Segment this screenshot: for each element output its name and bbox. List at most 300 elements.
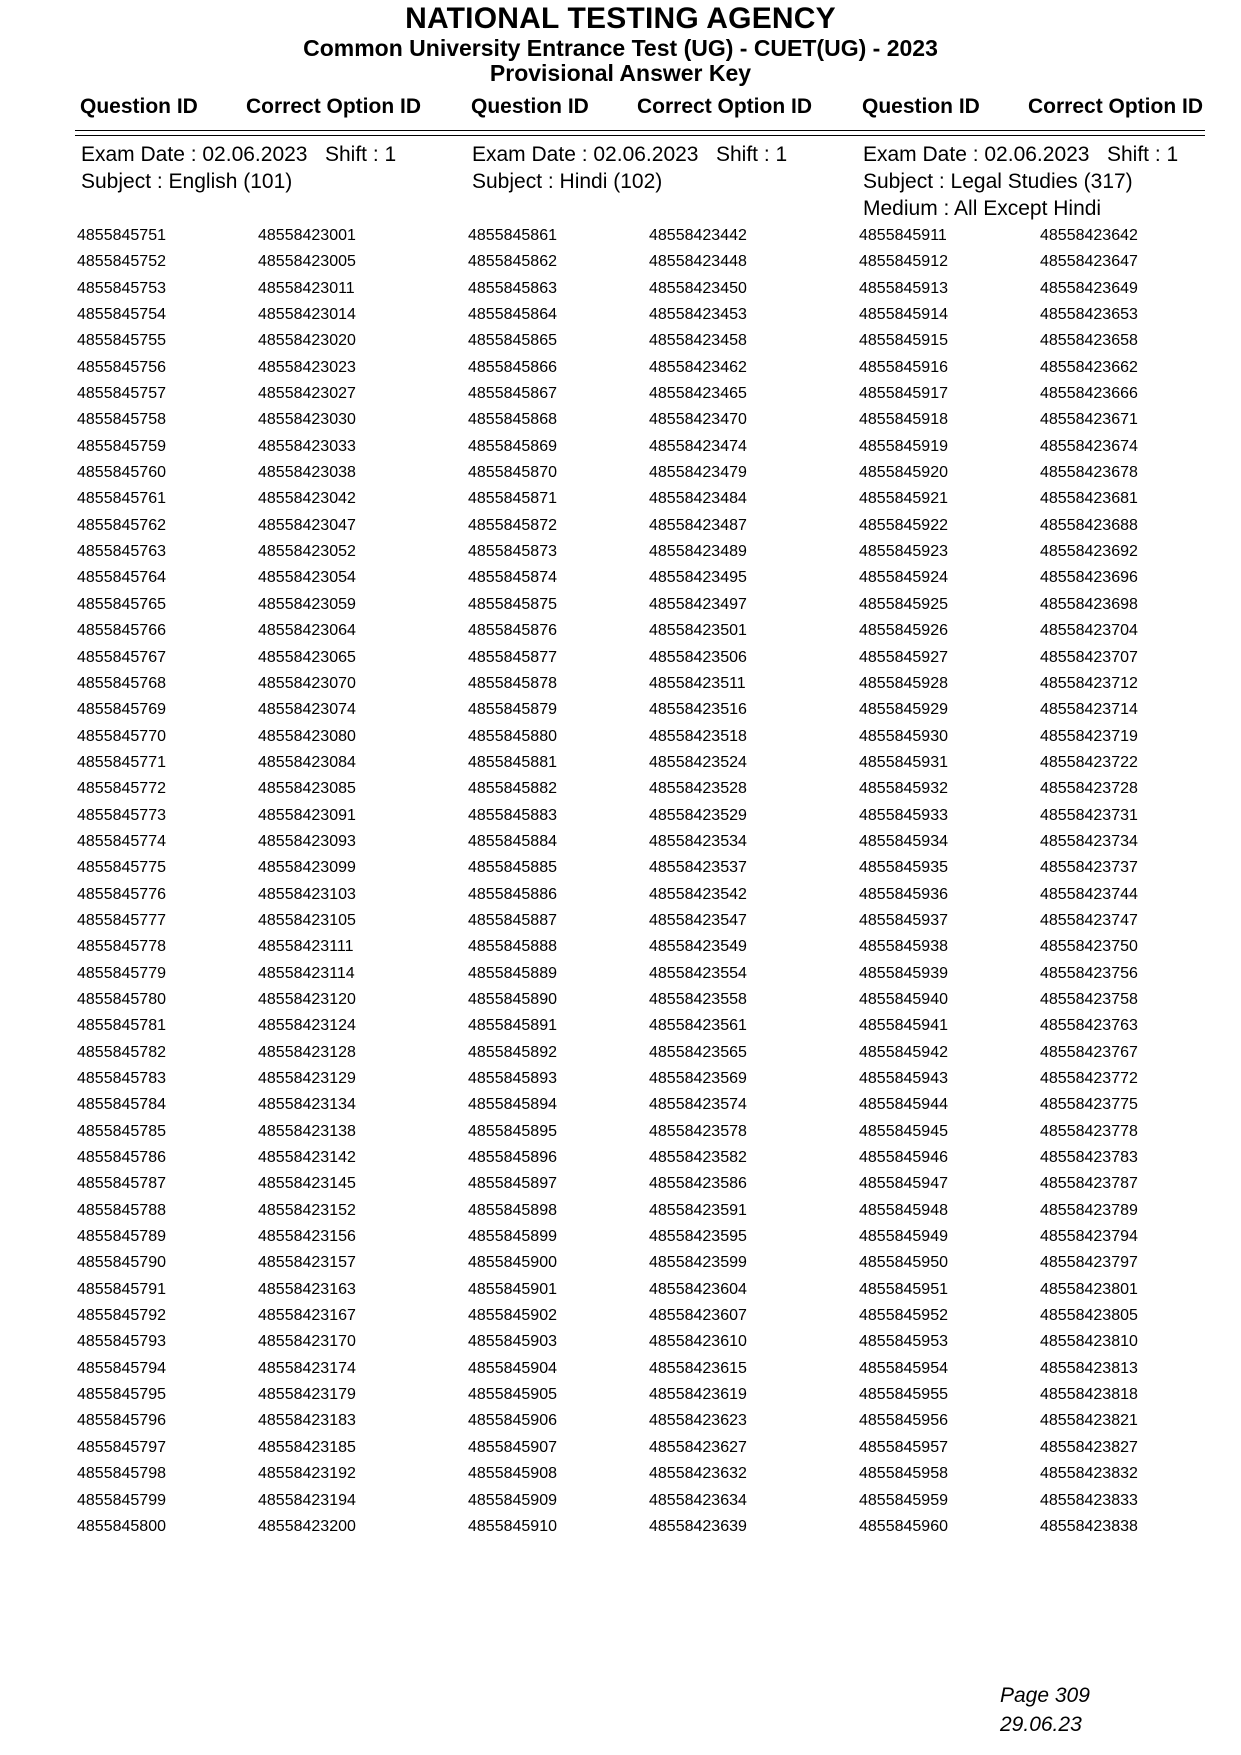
table-row — [0, 1277, 1241, 1303]
correct-option-id: 48558423639 — [649, 1517, 747, 1535]
question-id: 4855845917 — [859, 385, 948, 403]
correct-option-id: 48558423495 — [649, 569, 747, 587]
question-id: 4855845898 — [468, 1201, 557, 1219]
table-row — [0, 803, 1241, 829]
question-id: 4855845936 — [859, 885, 948, 903]
section-info-legal-studies — [863, 141, 1178, 222]
correct-option-id: 48558423142 — [258, 1149, 356, 1167]
question-id: 4855845943 — [859, 1070, 948, 1087]
question-id: 4855845933 — [859, 806, 948, 824]
question-id: 4855845793 — [77, 1333, 166, 1351]
question-id: 4855845875 — [468, 595, 557, 613]
question-id: 4855845941 — [859, 1017, 948, 1035]
question-id: 4855845895 — [468, 1122, 557, 1140]
correct-option-id: 48558423558 — [649, 990, 747, 1008]
question-id: 4855845904 — [468, 1359, 557, 1377]
question-id: 4855845785 — [77, 1122, 166, 1140]
print-date: 29.06.23 — [1000, 1713, 1082, 1736]
correct-option-id: 48558423734 — [1040, 832, 1138, 850]
table-row — [0, 1514, 1241, 1540]
question-id: 4855845899 — [468, 1228, 557, 1246]
table-row — [0, 618, 1241, 644]
question-id: 4855845886 — [468, 885, 557, 903]
correct-option-id: 48558423619 — [649, 1386, 747, 1404]
question-id: 4855845937 — [859, 911, 948, 929]
column-headers — [0, 95, 1241, 125]
correct-option-id: 48558423653 — [1040, 306, 1138, 324]
correct-option-id: 48558423696 — [1040, 569, 1138, 587]
correct-option-id: 48558423649 — [1040, 279, 1138, 297]
correct-option-id: 48558423489 — [649, 543, 747, 561]
question-id: 4855845763 — [77, 543, 166, 561]
question-id: 4855845780 — [77, 990, 166, 1008]
correct-option-id: 48558423027 — [258, 385, 356, 403]
question-id: 4855845911 — [859, 227, 947, 244]
question-id: 4855845760 — [77, 464, 166, 482]
correct-option-id: 48558423712 — [1040, 674, 1138, 692]
correct-option-id: 48558423023 — [258, 358, 356, 376]
question-id: 4855845881 — [468, 753, 557, 771]
question-id: 4855845957 — [859, 1438, 948, 1456]
correct-option-id: 48558423524 — [649, 753, 747, 771]
question-id: 4855845872 — [468, 516, 557, 534]
header-divider — [75, 130, 1205, 131]
correct-option-id: 48558423778 — [1040, 1122, 1138, 1140]
question-id: 4855845783 — [77, 1070, 166, 1087]
question-id: 4855845866 — [468, 358, 557, 376]
question-id: 4855845779 — [77, 964, 166, 982]
correct-option-id: 48558423681 — [1040, 490, 1138, 508]
correct-option-id: 48558423529 — [649, 806, 747, 824]
correct-option-id: 48558423610 — [649, 1333, 747, 1351]
correct-option-id: 48558423479 — [649, 464, 747, 482]
question-id: 4855845929 — [859, 701, 948, 719]
correct-option-id: 48558423599 — [649, 1254, 747, 1272]
question-id: 4855845774 — [77, 832, 166, 850]
question-id: 4855845782 — [77, 1043, 166, 1061]
question-id: 4855845940 — [859, 990, 948, 1008]
question-id: 4855845928 — [859, 674, 948, 692]
section-info-english — [81, 141, 396, 195]
correct-option-id: 48558423731 — [1040, 806, 1138, 824]
exam-shift: Shift : 1 — [1107, 143, 1179, 166]
correct-option-id: 48558423453 — [649, 306, 747, 324]
correct-option-id: 48558423750 — [1040, 938, 1138, 956]
correct-option-id: 48558423047 — [258, 516, 356, 534]
correct-option-id: 48558423484 — [649, 490, 747, 508]
question-id: 4855845787 — [77, 1175, 166, 1193]
answer-key-title: Provisional Answer Key — [489, 60, 752, 86]
question-id: 4855845797 — [77, 1438, 166, 1456]
correct-option-id: 48558423838 — [1040, 1517, 1138, 1535]
question-id: 4855845870 — [468, 464, 557, 482]
correct-option-id: 48558423827 — [1040, 1438, 1138, 1456]
question-id: 4855845865 — [468, 332, 557, 350]
question-id: 4855845939 — [859, 964, 948, 982]
question-id: 4855845766 — [77, 622, 166, 640]
table-row — [0, 1303, 1241, 1329]
question-id: 4855845756 — [77, 358, 166, 376]
question-id: 4855845953 — [859, 1333, 948, 1351]
correct-option-id: 48558423549 — [649, 938, 747, 956]
question-id: 4855845873 — [468, 543, 557, 561]
correct-option-id: 48558423582 — [649, 1149, 747, 1167]
table-row — [0, 1040, 1241, 1066]
table-row — [0, 829, 1241, 855]
question-id: 4855845794 — [77, 1359, 166, 1377]
correct-option-id: 48558423124 — [258, 1017, 356, 1035]
correct-option-id: 48558423775 — [1040, 1096, 1138, 1114]
correct-option-id: 48558423688 — [1040, 516, 1138, 534]
exam-medium: Medium : All Except Hindi — [863, 197, 1102, 220]
correct-option-id: 48558423005 — [258, 253, 356, 271]
table-row — [0, 987, 1241, 1013]
correct-option-id: 48558423157 — [258, 1254, 356, 1272]
correct-option-id: 48558423052 — [258, 543, 356, 561]
correct-option-id: 48558423462 — [649, 358, 747, 376]
correct-option-id: 48558423767 — [1040, 1043, 1138, 1061]
correct-option-id: 48558423719 — [1040, 727, 1138, 745]
correct-option-id: 48558423014 — [258, 306, 356, 324]
question-id: 4855845913 — [859, 279, 948, 297]
correct-option-id: 48558423120 — [258, 990, 356, 1008]
question-id: 4855845900 — [468, 1254, 557, 1272]
correct-option-id: 48558423167 — [258, 1307, 356, 1325]
correct-option-id: 48558423194 — [258, 1491, 356, 1509]
correct-option-id: 48558423442 — [649, 227, 747, 244]
question-id: 4855845880 — [468, 727, 557, 745]
question-id: 4855845888 — [468, 938, 557, 956]
correct-option-id: 48558423020 — [258, 332, 356, 350]
correct-option-id: 48558423506 — [649, 648, 747, 666]
question-id: 4855845910 — [468, 1517, 557, 1535]
question-id: 4855845882 — [468, 780, 557, 798]
correct-option-id: 48558423783 — [1040, 1149, 1138, 1167]
correct-option-id: 48558423666 — [1040, 385, 1138, 403]
table-row — [0, 776, 1241, 802]
table-row — [0, 1013, 1241, 1039]
question-id: 4855845867 — [468, 385, 557, 403]
correct-option-id: 48558423138 — [258, 1122, 356, 1140]
question-id: 4855845778 — [77, 938, 166, 956]
correct-option-id: 48558423470 — [649, 411, 747, 429]
question-id: 4855845885 — [468, 859, 557, 877]
correct-option-id: 48558423001 — [258, 227, 356, 244]
question-id: 4855845923 — [859, 543, 948, 561]
correct-option-id: 48558423728 — [1040, 780, 1138, 798]
table-row — [0, 276, 1241, 302]
table-row — [0, 407, 1241, 433]
correct-option-id: 48558423832 — [1040, 1465, 1138, 1483]
question-id: 4855845948 — [859, 1201, 948, 1219]
table-row — [0, 460, 1241, 486]
question-id: 4855845959 — [859, 1491, 948, 1509]
question-id: 4855845909 — [468, 1491, 557, 1509]
column-header: Question ID — [80, 95, 198, 118]
question-id: 4855845919 — [859, 437, 948, 455]
correct-option-id: 48558423763 — [1040, 1017, 1138, 1035]
correct-option-id: 48558423085 — [258, 780, 356, 798]
correct-option-id: 48558423607 — [649, 1307, 747, 1325]
table-row — [0, 434, 1241, 460]
correct-option-id: 48558423737 — [1040, 859, 1138, 877]
column-header: Correct Option ID — [246, 95, 422, 118]
question-id: 4855845768 — [77, 674, 166, 692]
correct-option-id: 48558423163 — [258, 1280, 356, 1298]
table-row — [0, 486, 1241, 512]
question-id: 4855845789 — [77, 1228, 166, 1246]
question-id: 4855845798 — [77, 1465, 166, 1483]
question-id: 4855845914 — [859, 306, 948, 324]
question-id: 4855845892 — [468, 1043, 557, 1061]
correct-option-id: 48558423200 — [258, 1517, 356, 1535]
question-id: 4855845903 — [468, 1333, 557, 1351]
correct-option-id: 48558423111 — [258, 938, 354, 956]
question-id: 4855845861 — [468, 227, 557, 244]
correct-option-id: 48558423528 — [649, 780, 747, 798]
correct-option-id: 48558423038 — [258, 464, 356, 482]
question-id: 4855845754 — [77, 306, 166, 324]
correct-option-id: 48558423030 — [258, 411, 356, 429]
question-id: 4855845771 — [77, 753, 166, 771]
correct-option-id: 48558423674 — [1040, 437, 1138, 455]
question-id: 4855845775 — [77, 859, 166, 877]
question-id: 4855845925 — [859, 595, 948, 613]
question-id: 4855845878 — [468, 674, 557, 692]
question-id: 4855845864 — [468, 306, 557, 324]
question-id: 4855845863 — [468, 279, 557, 297]
exam-date: Exam Date : 02.06.2023 — [472, 143, 699, 166]
table-row — [0, 223, 1241, 249]
correct-option-id: 48558423542 — [649, 885, 747, 903]
correct-option-id: 48558423569 — [649, 1070, 747, 1087]
table-row — [0, 724, 1241, 750]
correct-option-id: 48558423586 — [649, 1175, 747, 1193]
correct-option-id: 48558423565 — [649, 1043, 747, 1061]
correct-option-id: 48558423698 — [1040, 595, 1138, 613]
question-id: 4855845868 — [468, 411, 557, 429]
question-id: 4855845938 — [859, 938, 948, 956]
correct-option-id: 48558423623 — [649, 1412, 747, 1430]
question-id: 4855845952 — [859, 1307, 948, 1325]
question-id: 4855845795 — [77, 1386, 166, 1404]
question-id: 4855845799 — [77, 1491, 166, 1509]
question-id: 4855845926 — [859, 622, 948, 640]
exam-subject: Subject : Legal Studies (317) — [863, 170, 1133, 193]
table-row — [0, 882, 1241, 908]
correct-option-id: 48558423080 — [258, 727, 356, 745]
question-id: 4855845786 — [77, 1149, 166, 1167]
question-id: 4855845922 — [859, 516, 948, 534]
question-id: 4855845871 — [468, 490, 557, 508]
correct-option-id: 48558423185 — [258, 1438, 356, 1456]
header-divider — [75, 135, 1205, 136]
correct-option-id: 48558423105 — [258, 911, 356, 929]
question-id: 4855845784 — [77, 1096, 166, 1114]
table-row — [0, 1092, 1241, 1118]
correct-option-id: 48558423093 — [258, 832, 356, 850]
table-row — [0, 645, 1241, 671]
correct-option-id: 48558423103 — [258, 885, 356, 903]
table-row — [0, 592, 1241, 618]
correct-option-id: 48558423042 — [258, 490, 356, 508]
question-id: 4855845942 — [859, 1043, 948, 1061]
correct-option-id: 48558423011 — [258, 279, 355, 297]
exam-subject: Subject : English (101) — [81, 170, 293, 193]
question-id: 4855845924 — [859, 569, 948, 587]
question-id: 4855845800 — [77, 1517, 166, 1535]
question-id: 4855845891 — [468, 1017, 557, 1035]
correct-option-id: 48558423448 — [649, 253, 747, 271]
question-id: 4855845896 — [468, 1149, 557, 1167]
question-id: 4855845915 — [859, 332, 948, 350]
correct-option-id: 48558423627 — [649, 1438, 747, 1456]
correct-option-id: 48558423787 — [1040, 1175, 1138, 1193]
correct-option-id: 48558423707 — [1040, 648, 1138, 666]
correct-option-id: 48558423758 — [1040, 990, 1138, 1008]
table-row — [0, 961, 1241, 987]
table-row — [0, 328, 1241, 354]
question-id: 4855845935 — [859, 859, 948, 877]
correct-option-id: 48558423487 — [649, 516, 747, 534]
correct-option-id: 48558423704 — [1040, 622, 1138, 640]
table-row — [0, 1408, 1241, 1434]
correct-option-id: 48558423516 — [649, 701, 747, 719]
correct-option-id: 48558423554 — [649, 964, 747, 982]
question-id: 4855845776 — [77, 885, 166, 903]
exam-subject: Subject : Hindi (102) — [472, 170, 663, 193]
column-header: Question ID — [471, 95, 589, 118]
table-row — [0, 1382, 1241, 1408]
column-header: Correct Option ID — [637, 95, 813, 118]
question-id: 4855845906 — [468, 1412, 557, 1430]
question-id: 4855845946 — [859, 1149, 948, 1167]
correct-option-id: 48558423604 — [649, 1280, 747, 1298]
question-id: 4855845792 — [77, 1307, 166, 1325]
correct-option-id: 48558423813 — [1040, 1359, 1138, 1377]
correct-option-id: 48558423756 — [1040, 964, 1138, 982]
correct-option-id: 48558423794 — [1040, 1228, 1138, 1246]
question-id: 4855845762 — [77, 516, 166, 534]
exam-date: Exam Date : 02.06.2023 — [863, 143, 1090, 166]
question-id: 4855845777 — [77, 911, 166, 929]
correct-option-id: 48558423033 — [258, 437, 356, 455]
question-id: 4855845950 — [859, 1254, 948, 1272]
correct-option-id: 48558423114 — [258, 964, 355, 982]
correct-option-id: 48558423152 — [258, 1201, 356, 1219]
question-id: 4855845877 — [468, 648, 557, 666]
correct-option-id: 48558423642 — [1040, 227, 1138, 244]
question-id: 4855845958 — [859, 1465, 948, 1483]
question-id: 4855845954 — [859, 1359, 948, 1377]
question-id: 4855845901 — [468, 1280, 557, 1298]
correct-option-id: 48558423084 — [258, 753, 356, 771]
question-id: 4855845765 — [77, 595, 166, 613]
table-row — [0, 355, 1241, 381]
correct-option-id: 48558423192 — [258, 1465, 356, 1483]
correct-option-id: 48558423534 — [649, 832, 747, 850]
correct-option-id: 48558423821 — [1040, 1412, 1138, 1430]
question-id: 4855845907 — [468, 1438, 557, 1456]
correct-option-id: 48558423070 — [258, 674, 356, 692]
question-id: 4855845752 — [77, 253, 166, 271]
correct-option-id: 48558423501 — [649, 622, 747, 640]
correct-option-id: 48558423805 — [1040, 1307, 1138, 1325]
question-id: 4855845869 — [468, 437, 557, 455]
table-row — [0, 1461, 1241, 1487]
correct-option-id: 48558423671 — [1040, 411, 1138, 429]
correct-option-id: 48558423722 — [1040, 753, 1138, 771]
correct-option-id: 48558423772 — [1040, 1070, 1138, 1087]
correct-option-id: 48558423129 — [258, 1070, 356, 1087]
correct-option-id: 48558423797 — [1040, 1254, 1138, 1272]
table-row — [0, 1171, 1241, 1197]
question-id: 4855845791 — [77, 1280, 166, 1298]
correct-option-id: 48558423511 — [649, 674, 746, 692]
correct-option-id: 48558423561 — [649, 1017, 747, 1035]
correct-option-id: 48558423518 — [649, 727, 747, 745]
question-id: 4855845876 — [468, 622, 557, 640]
correct-option-id: 48558423134 — [258, 1096, 356, 1114]
table-row — [0, 671, 1241, 697]
question-id: 4855845908 — [468, 1465, 557, 1483]
column-header: Question ID — [862, 95, 980, 118]
correct-option-id: 48558423801 — [1040, 1280, 1138, 1298]
correct-option-id: 48558423074 — [258, 701, 356, 719]
correct-option-id: 48558423474 — [649, 437, 747, 455]
correct-option-id: 48558423662 — [1040, 358, 1138, 376]
question-id: 4855845897 — [468, 1175, 557, 1193]
exam-title: Common University Entrance Test (UG) - CUET(UG) - 2023 — [303, 35, 938, 61]
correct-option-id: 48558423692 — [1040, 543, 1138, 561]
correct-option-id: 48558423065 — [258, 648, 356, 666]
page-number: Page 309 — [1000, 1684, 1090, 1707]
answer-key-table — [0, 223, 1241, 1540]
question-id: 4855845761 — [77, 490, 166, 508]
table-row — [0, 1224, 1241, 1250]
correct-option-id: 48558423458 — [649, 332, 747, 350]
question-id: 4855845773 — [77, 806, 166, 824]
question-id: 4855845949 — [859, 1228, 948, 1246]
question-id: 4855845945 — [859, 1122, 948, 1140]
question-id: 4855845955 — [859, 1386, 948, 1404]
question-id: 4855845956 — [859, 1412, 948, 1430]
correct-option-id: 48558423179 — [258, 1386, 356, 1404]
table-row — [0, 539, 1241, 565]
column-header: Correct Option ID — [1028, 95, 1204, 118]
correct-option-id: 48558423054 — [258, 569, 356, 587]
question-id: 4855845790 — [77, 1254, 166, 1272]
question-id: 4855845916 — [859, 358, 948, 376]
question-id: 4855845960 — [859, 1517, 948, 1535]
table-row — [0, 750, 1241, 776]
question-id: 4855845758 — [77, 411, 166, 429]
correct-option-id: 48558423615 — [649, 1359, 747, 1377]
correct-option-id: 48558423789 — [1040, 1201, 1138, 1219]
question-id: 4855845769 — [77, 701, 166, 719]
exam-shift: Shift : 1 — [325, 143, 397, 166]
table-row — [0, 1066, 1241, 1092]
question-id: 4855845893 — [468, 1070, 557, 1087]
correct-option-id: 48558423578 — [649, 1122, 747, 1140]
correct-option-id: 48558423128 — [258, 1043, 356, 1061]
table-row — [0, 855, 1241, 881]
question-id: 4855845883 — [468, 806, 557, 824]
table-row — [0, 1119, 1241, 1145]
question-id: 4855845951 — [859, 1280, 948, 1298]
correct-option-id: 48558423574 — [649, 1096, 747, 1114]
correct-option-id: 48558423747 — [1040, 911, 1138, 929]
